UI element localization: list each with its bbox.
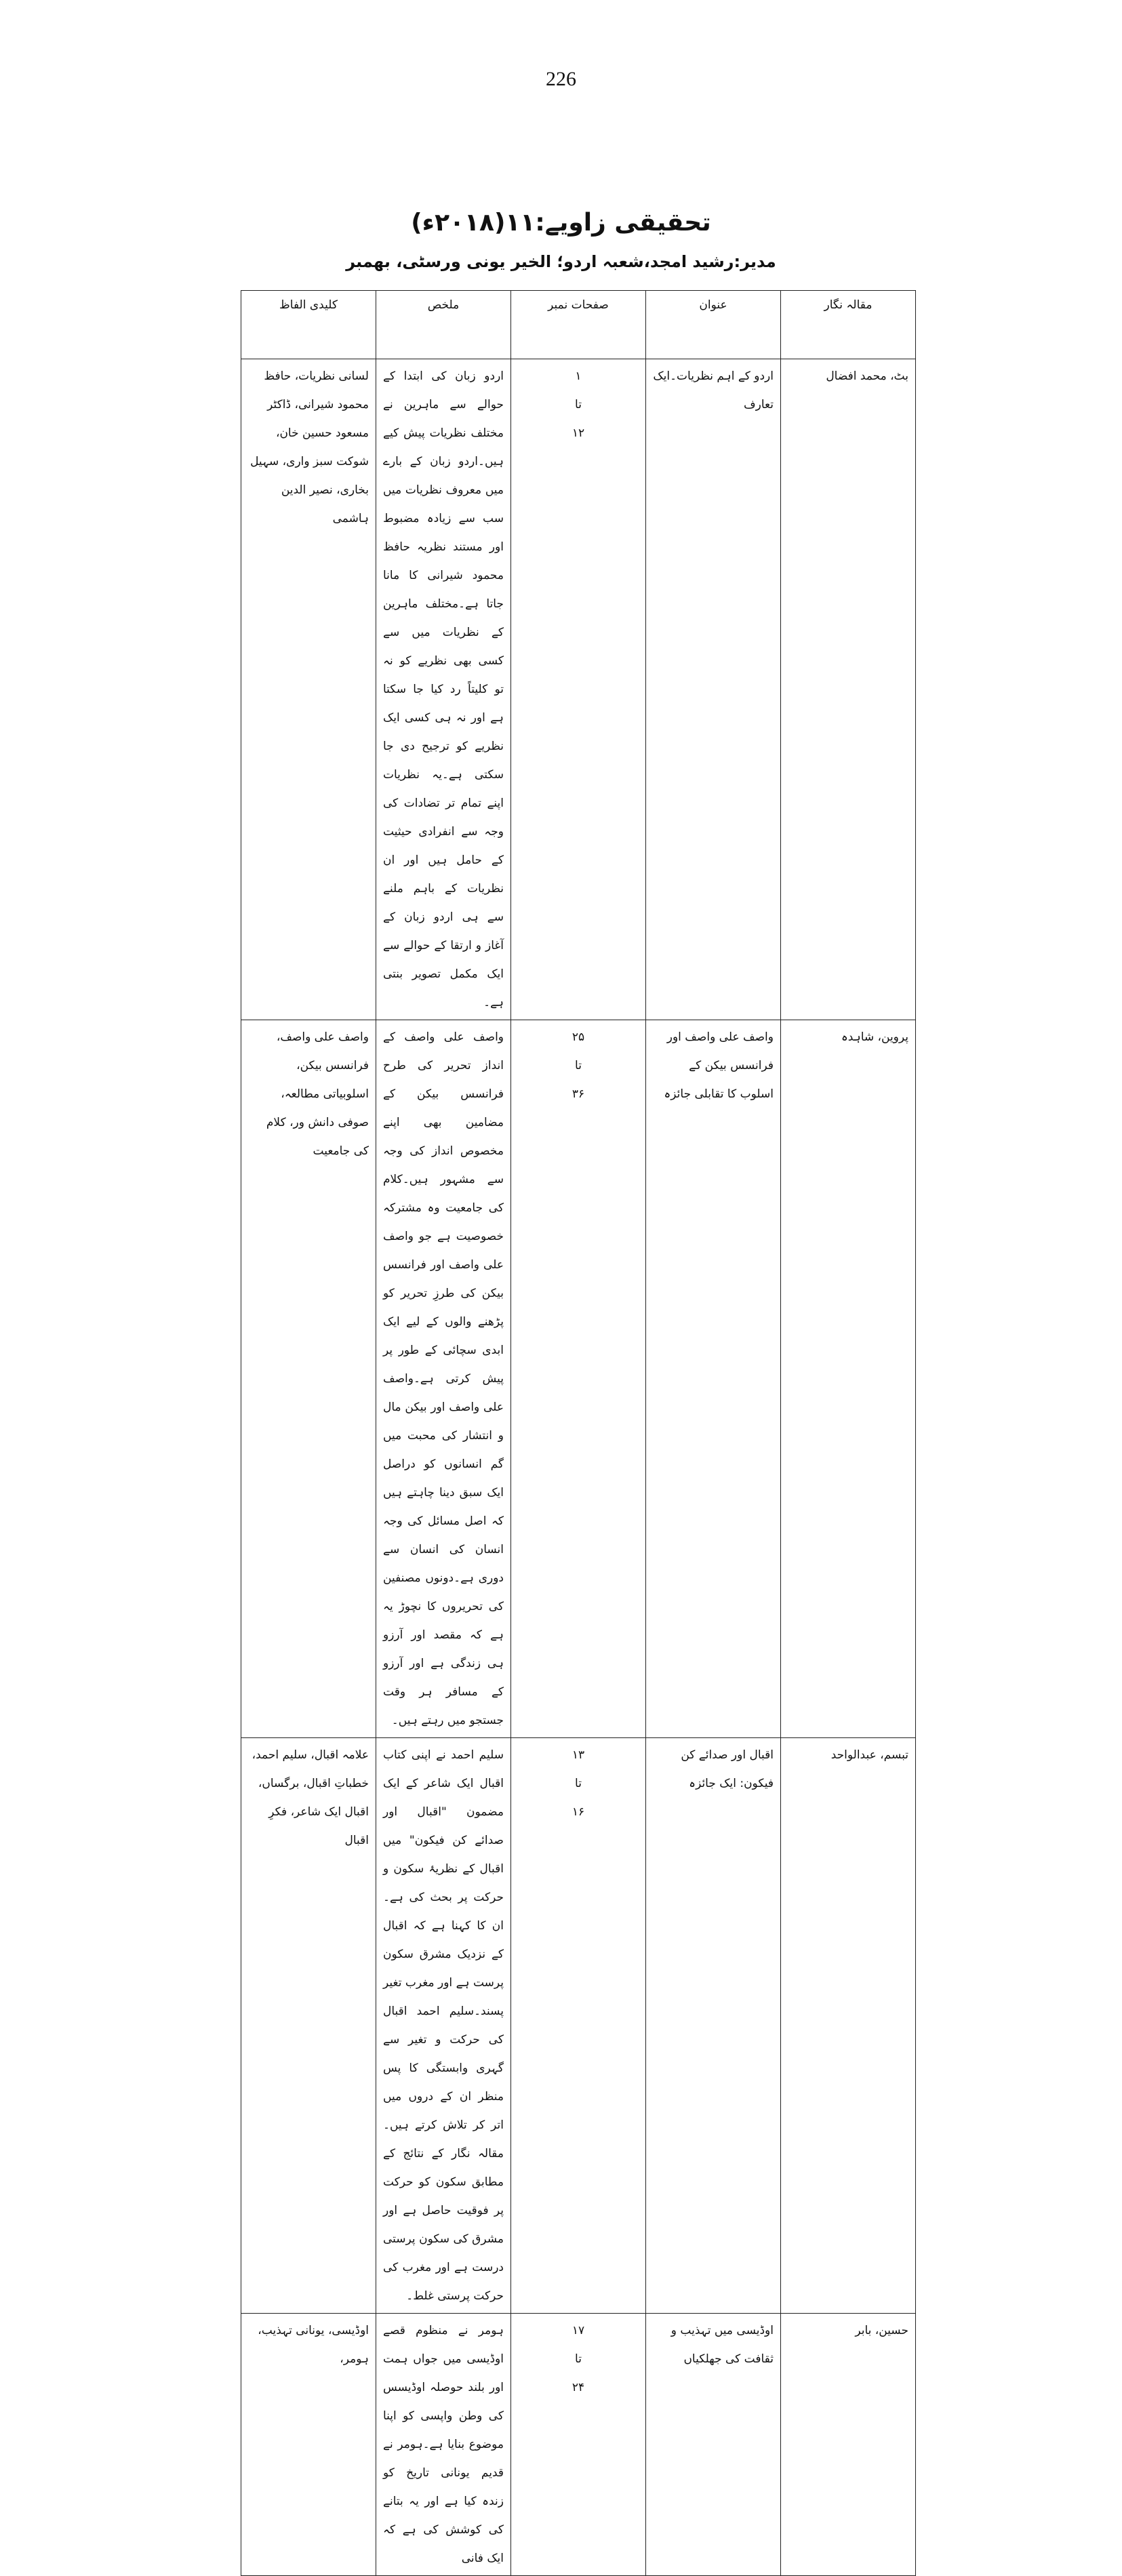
page-from: ۱۳ [572,1748,585,1762]
cell-pages [511,1020,646,1738]
header-keywords: کلیدی الفاظ [241,291,376,359]
page-from: ۱ [575,369,582,383]
header-title: عنوان [646,291,781,359]
cell-abstract: سلیم احمد نے اپنی کتاب اقبال ایک شاعر کے ایک مضمون "اقبال اور صدائے کن فیکون" میں اقبال کے نظریۂ سکون و حرکت پر بحث کی ہے۔ان کا کہنا ہے کہ اقبال کے نزدیک مشرق سکون پرست ہے اور مغرب تغیر پسند۔سلیم احمد اقبال کی حرکت و تغیر سے گہری وابستگی کا پس منظر ان کے دروں میں اتر کر تلاش کرتے ہیں۔مقالہ نگار کے نتائج کے مطابق سکون کو حرکت پر فوقیت حاصل ہے اور مشرق کی سکون پرستی درست ہے اور مغرب کی حرکت پرستی غلط۔ [376,1738,511,2314]
cell-title: واصف علی واصف اور فرانسس بیکن کے اسلوب کا تقابلی جائزہ [646,1020,781,1738]
journal-heading: تحقیقی زاویے:۱۱(۲۰۱۸ء) [411,209,711,237]
header-author: مقالہ نگار [781,291,916,359]
cell-keywords: واصف علی واصف، فرانسس بیکن، اسلوبیاتی مطالعہ، صوفی دانش ور، کلام کی جامعیت [241,1020,376,1738]
page-from: ۲۵ [572,1030,585,1044]
article-index-table [241,290,916,2576]
page-to-word: تا [575,398,582,411]
cell-pages [511,359,646,1020]
cell-keywords: علامہ اقبال، سلیم احمد، خطباتِ اقبال، برگساں، اقبال ایک شاعر، فکرِ اقبال [241,1738,376,2314]
cell-pages [511,2314,646,2576]
page-to-word: تا [575,2352,582,2366]
table-header-row [241,291,916,359]
cell-pages [511,1738,646,2314]
cell-title: اردو کے اہم نظریات۔ایک تعارف [646,359,781,1020]
cell-abstract: اردو زبان کی ابتدا کے حوالے سے ماہرین نے مختلف نظریات پیش کیے ہیں۔اردو زبان کے بارے میں معروف نظریات میں سب سے زیادہ مضبوط اور مستند نظریہ حافظ محمود شیرانی کا مانا جاتا ہے۔مختلف ماہرین کے نظریات میں سے کسی بھی نظریے کو نہ تو کلیتاً رد کیا جا سکتا ہے اور نہ ہی کسی ایک نظریے کو ترجیح دی جا سکتی ہے۔یہ نظریات اپنے تمام تر تضادات کی وجہ سے انفرادی حیثیت کے حامل ہیں اور ان نظریات کے باہم ملنے سے ہی اردو زبان کے آغاز و ارتقا کے حوالے سے ایک مکمل تصویر بنتی ہے۔ [376,359,511,1020]
editor-line: مدیر:رشید امجد،شعبہ اردو؛ الخیر یونی ورسٹی، بھمبر [346,252,776,271]
page-to: ۱۶ [572,1805,585,1819]
header-abstract: ملخص [376,291,511,359]
page-to-word: تا [575,1777,582,1790]
header-pages: صفحات نمبر [511,291,646,359]
page-to: ۱۲ [572,426,585,440]
cell-title: اوڈیسی میں تہذیب و ثقافت کی جھلکیاں [646,2314,781,2576]
table-row [241,1738,916,2314]
cell-author: بٹ، محمد افضال [781,359,916,1020]
page-to: ۲۴ [572,2381,585,2394]
cell-abstract: واصف علی واصف کے انداز تحریر کی طرح فرانسس بیکن کے مضامین بھی اپنے مخصوص انداز کی وجہ سے مشہور ہیں۔کلام کی جامعیت وہ مشترکہ خصوصیت ہے جو واصف علی واصف اور فرانسس بیکن کی طرزِ تحریر کو پڑھنے والوں کے لیے ایک ابدی سچائی کے طور پر پیش کرتی ہے۔واصف علی واصف اور بیکن مال و انتشار کی محبت میں گم انسانوں کو دراصل ایک سبق دینا چاہتے ہیں کہ اصل مسائل کی وجہ انسان کی انسان سے دوری ہے۔دونوں مصنفین کی تحریروں کا نچوڑ یہ ہے کہ مقصد اور آرزو ہی زندگی ہے اور آرزو کے مسافر ہر وقت جستجو میں رہتے ہیں۔ [376,1020,511,1738]
page-number: 226 [546,68,576,90]
table-row [241,1020,916,1738]
cell-abstract: ہومر نے منظوم قصے اوڈیسی میں جواں ہمت اور بلند حوصلہ اوڈیسس کی وطن واپسی کو اپنا موضوع بنایا ہے۔ہومر نے قدیم یونانی تاریخ کو زندہ کیا ہے اور یہ بتانے کی کوشش کی ہے کہ ایک فانی [376,2314,511,2576]
table-row [241,2314,916,2576]
page-from: ۱۷ [572,2324,585,2337]
cell-author: پروین، شاہدہ [781,1020,916,1738]
table-row [241,359,916,1020]
page-to: ۳۶ [572,1087,585,1101]
cell-keywords: اوڈیسی، یونانی تہذیب، ہومر، [241,2314,376,2576]
cell-author: تبسم، عبدالواحد [781,1738,916,2314]
cell-title: اقبال اور صدائے کن فیکون: ایک جائزہ [646,1738,781,2314]
cell-keywords: لسانی نظریات، حافظ محمود شیرانی، ڈاکٹر مسعود حسین خان، شوکت سبز واری، سہیل بخاری، نصیر الدین ہاشمی [241,359,376,1020]
cell-author: حسین، بابر [781,2314,916,2576]
page-to-word: تا [575,1059,582,1072]
